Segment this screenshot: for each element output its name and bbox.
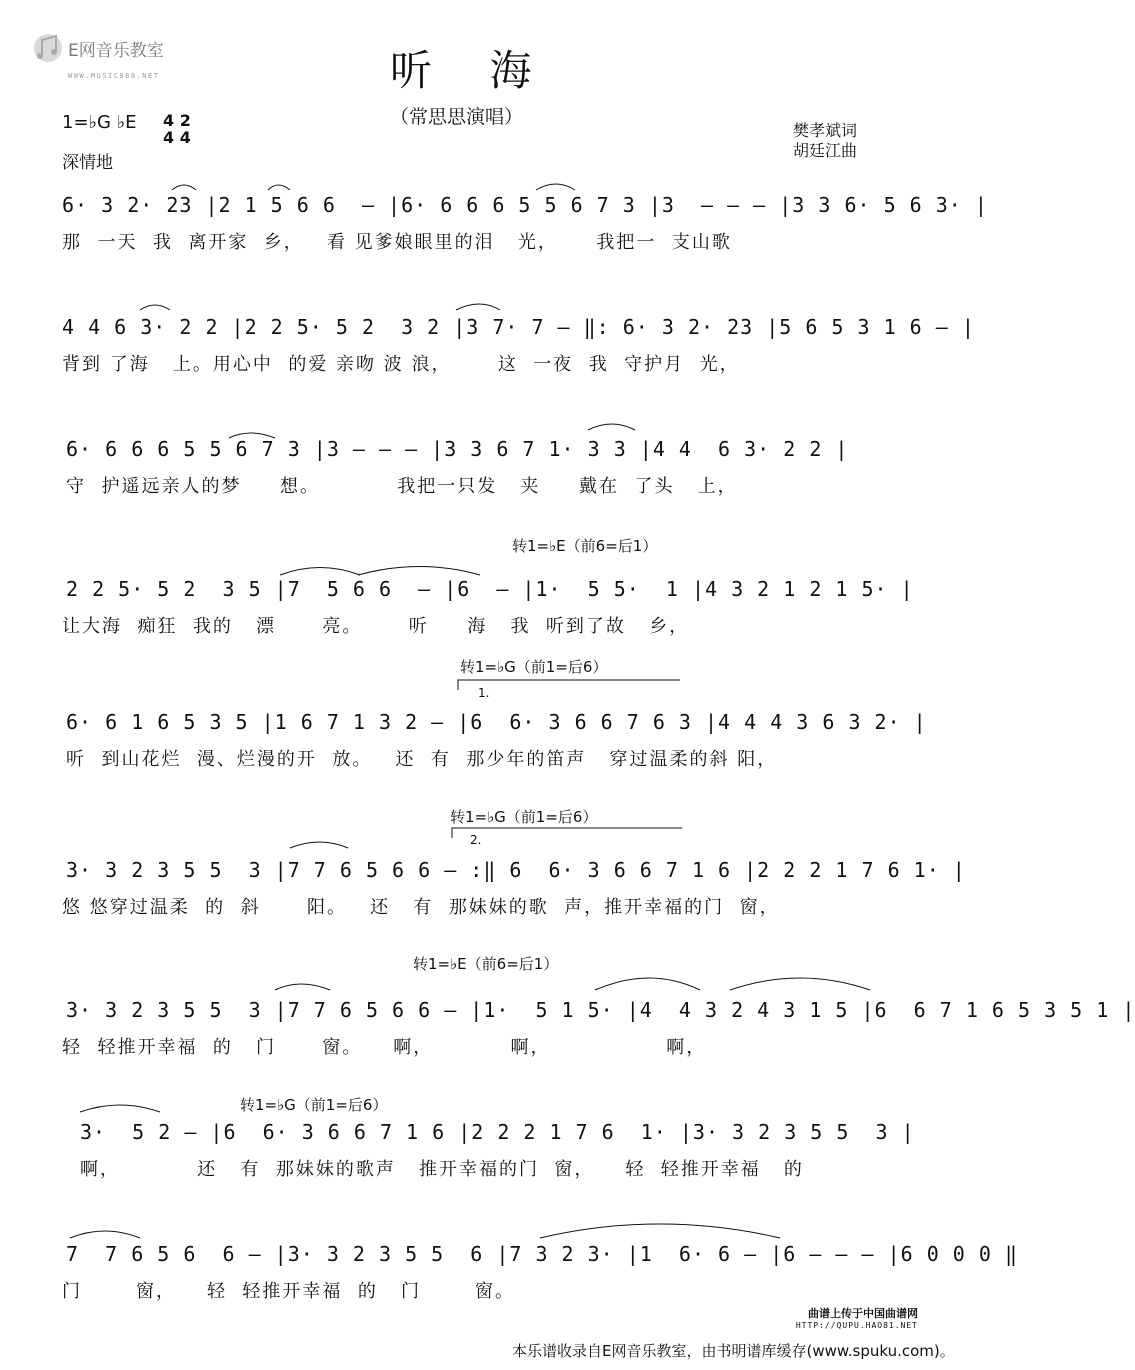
lyric-row: 让大海 痴狂 我的 漂 亮。 听 海 我 听到了故 乡， bbox=[62, 616, 690, 637]
lyric-row: 门 窗， 轻 轻推开幸福 的 门 窗。 bbox=[62, 1281, 516, 1302]
volta-first-ending: 1. bbox=[478, 686, 490, 700]
logo-text: E网音乐教室 bbox=[68, 41, 164, 61]
modulation-mark: 转1=♭G（前1=后6） bbox=[460, 658, 608, 676]
source-site-url: HTTP://QUPU.HAO81.NET bbox=[795, 1321, 918, 1330]
lyricist: 樊孝斌词 bbox=[793, 121, 858, 140]
lyric-row: 背到 了海 上。用心中 的爱 亲吻 波 浪， 这 一夜 我 守护月 光， bbox=[62, 354, 740, 375]
composer: 胡廷江曲 bbox=[793, 141, 858, 160]
notation-row: 4 4 6 3· 2 2 |2 2 5· 5 2 3 2 |3 7· 7 – ‖: 6· 3 2· 23 |5 6 5 3 1 6 – | bbox=[62, 315, 975, 339]
volta-second-ending: 2. bbox=[470, 833, 482, 847]
logo-url: WWW.MUSIC888.NET bbox=[68, 72, 160, 80]
song-title: 听 海 bbox=[390, 46, 554, 95]
lyric-row: 悠 悠穿过温柔 的 斜 阳。 还 有 那妹妹的歌 声，推开幸福的门 窗， bbox=[62, 897, 780, 918]
modulation-mark: 转1=♭E（前6=后1） bbox=[512, 537, 658, 555]
lyric-row: 那 一天 我 离开家 乡， 看 见爹娘眼里的泪 光， 我把一 支山歌 bbox=[62, 232, 732, 253]
notation-row: 2 2 5· 5 2 3 5 |7 5 6 6 – |6 – |1· 5 5· 1 |4 3 2 1 2 1 5· | bbox=[66, 577, 914, 601]
modulation-mark: 转1=♭G（前1=后6） bbox=[240, 1096, 388, 1114]
notation-row: 6· 6 1 6 5 3 5 |1 6 7 1 3 2 – |6 6· 3 6 6 7 6 3 |4 4 4 3 6 3 2· | bbox=[66, 710, 927, 734]
notation-row: 3· 5 2 – |6 6· 3 6 6 7 1 6 |2 2 2 1 7 6 1· |3· 3 2 3 5 5 3 | bbox=[80, 1120, 915, 1144]
time-signature: 4 2 4 4 bbox=[163, 111, 191, 147]
notation-row: 3· 3 2 3 5 5 3 |7 7 6 5 6 6 – |1· 5 1 5· |4 4 3 2 4 3 1 5 |6 6 7 1 6 5 3 5 1 | bbox=[66, 998, 1135, 1022]
source-site-name: 曲谱上传于中国曲谱网 bbox=[808, 1307, 918, 1320]
notation-row: 7 7 6 5 6 6 – |3· 3 2 3 5 5 6 |7 3 2 3· |1 6· 6 – |6 – – – |6 0 0 0 ‖ bbox=[66, 1242, 1018, 1266]
modulation-mark: 转1=♭E（前6=后1） bbox=[413, 955, 559, 973]
notation-row: 6· 6 6 6 5 5 6 7 3 |3 – – – |3 3 6 7 1· 3 3 |4 4 6 3· 2 2 | bbox=[66, 437, 849, 461]
song-subtitle: （常思思演唱） bbox=[390, 106, 524, 128]
lyric-row: 啊， 还 有 那妹妹的歌声 推开幸福的门 窗， 轻 轻推开幸福 的 bbox=[80, 1159, 804, 1180]
notation-row: 3· 3 2 3 5 5 3 |7 7 6 5 6 6 – :‖ 6 6· 3 6 6 7 1 6 |2 2 2 1 7 6 1· | bbox=[66, 858, 966, 882]
modulation-mark: 转1=♭G（前1=后6） bbox=[450, 808, 598, 826]
lyric-row: 轻 轻推开幸福 的 门 窗。 啊， 啊， 啊， bbox=[62, 1037, 707, 1058]
key-signature: 1=♭G ♭E bbox=[62, 112, 137, 133]
lyric-row: 守 护遥远亲人的梦 想。 我把一只发 夹 戴在 了头 上， bbox=[66, 476, 738, 497]
tempo-mark: 深情地 bbox=[62, 153, 113, 173]
credit-note: 本乐谱收录自E网音乐教室，由书明谱库缓存(www.spuku.com)。 bbox=[512, 1342, 955, 1360]
notation-row: 6· 3 2· 23 |2 1 5 6 6 – |6· 6 6 6 5 5 6 7 3 |3 – – – |3 3 6· 5 6 3· | bbox=[62, 193, 988, 217]
lyric-row: 听 到山花烂 漫、烂漫的开 放。 还 有 那少年的笛声 穿过温柔的斜 阳， bbox=[66, 749, 778, 770]
